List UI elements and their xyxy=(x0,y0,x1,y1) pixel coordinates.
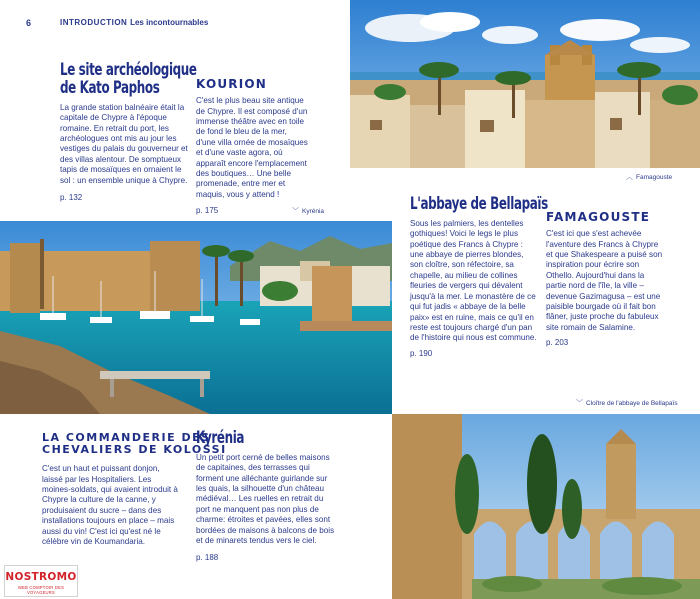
kyrenia-ref: p. 188 xyxy=(196,552,219,562)
logo-name: NOSTROMO xyxy=(5,571,77,583)
chevron-up-icon: ︿ xyxy=(626,174,633,181)
kyrenia-illustration xyxy=(0,221,392,414)
famagouste-photo xyxy=(350,0,700,168)
chevron-down-icon: ﹀ xyxy=(576,400,583,407)
kyrenia-body: Un petit port cerné de belles maisons de capitaines, des terrasses qui forment une alléchante guirlande sur les quais, la silhouette d'un château médiéval… Les ruelles en retrait du port ne manquent pas non plus de charme: étroites et pavées, elles sont bordées de maisons à balcons de bois et de minarets tendus vers le ciel. xyxy=(196,452,335,546)
kyrenia-title-text: Kyrénia xyxy=(196,428,245,448)
kolossi-title-line1: LA COMMANDERIE DES xyxy=(42,431,211,444)
kourion-body: C'est le plus beau site antique de Chypre. Il est composé d'un immense théâtre avec en toile de fond le bleu de la mer, d'une villa ornée de mosaïques et d'une vaste agora, où apparaît encore l'emplacement des boutiques… Une belle promenade, entre mer et maquis, vous y attend ! xyxy=(196,96,308,199)
bellapais-ref: p. 190 xyxy=(410,348,433,358)
header-section: INTRODUCTION xyxy=(60,18,128,27)
header-subsection: Les incontournables xyxy=(130,18,209,27)
entry-kyrenia xyxy=(196,430,336,562)
kato-paphos-title-line2: de Kato Paphos xyxy=(60,77,160,98)
kourion-ref: p. 175 xyxy=(196,206,219,216)
caption-kyrenia xyxy=(292,208,324,215)
caption-famagouste-text: Famagouste xyxy=(636,174,673,181)
entry-kato-paphos xyxy=(60,60,197,202)
kourion-title: KOURION xyxy=(196,77,268,91)
caption-bellapais xyxy=(576,400,678,407)
famagouste-illustration xyxy=(350,0,700,168)
kyrenia-title xyxy=(196,430,336,448)
chevron-down-icon: ﹀ xyxy=(292,208,299,215)
kato-paphos-title-line1: Le site archéologique xyxy=(60,60,197,80)
page-number: 6 xyxy=(26,18,32,28)
entry-bellapais xyxy=(410,194,548,358)
bellapais-illustration xyxy=(392,414,700,599)
kolossi-title-line2: CHEVALIERS DE KOLOSSI xyxy=(42,443,227,457)
famagouste-body: C'est ici que s'est achevée l'aventure des Francs à Chypre et que Shakespeare a puisé son inspiration pour écrire son Othello. Aujourd'hui dans la partie nord de l'île, la ville – devenue Gazimagusa – est une paisible bourgade où il fait bon flâner, juste proche du fabuleux site romain de Salamine. xyxy=(546,229,663,332)
entry-kourion xyxy=(196,78,308,215)
kato-paphos-title xyxy=(60,60,197,98)
kato-paphos-body: La grande station balnéaire était la capitale de Chypre à l'époque romaine. En retrait du port, les archéologues ont mis au jour les vestiges du palais du gouverneur et des villas alentour. De somptueux tapis de mosaïques en ornaient le sol : un ensemble unique à Chypre. xyxy=(60,102,188,185)
caption-bellapais-text: Cloître de l'abbaye de Bellapaïs xyxy=(586,400,678,407)
bellapais-title xyxy=(410,194,548,214)
kolossi-body: C'est un haut et puissant donjon, laissé par les Hospitaliers. Les moines-soldats, qui avaient introduit à Chypre la culture de la canne, y produisaient du sucre – dans des installations toujours en place – mais aussi du vin! C'est ici qu'est né le célèbre vin de Koumandaria. xyxy=(42,464,178,547)
kato-paphos-ref: p. 132 xyxy=(60,192,83,202)
caption-famagouste xyxy=(626,174,672,181)
running-header xyxy=(60,18,208,27)
caption-kyrenia-text: Kyrénia xyxy=(302,208,325,215)
entry-famagouste xyxy=(546,211,664,347)
bellapais-title-text: L'abbaye de Bellapaïs xyxy=(410,194,548,214)
kyrenia-photo xyxy=(0,221,392,414)
logo-tagline: WEB COMPTOIR DES VOYAGEURS xyxy=(17,585,65,595)
nostromo-logo xyxy=(4,565,78,597)
bellapais-photo xyxy=(392,414,700,599)
famagouste-title: FAMAGOUSTE xyxy=(546,210,651,224)
famagouste-ref: p. 203 xyxy=(546,338,569,348)
bellapais-body: Sous les palmiers, les dentelles gothiques! Voici le legs le plus poétique des Francs à Chypre : une abbaye de pierres blondes, son cloître, son réfectoire, sa chapelle, au milieu de collines fleuries de vergers qui dévalent jusqu'à la mer. Le monastère de ce qui fut jadis « abbaye de la belle paix» est en ruine, mais ce qu'il en reste est toujours chargé d'un pan de l'histoire qui nous est commune. xyxy=(410,218,537,343)
